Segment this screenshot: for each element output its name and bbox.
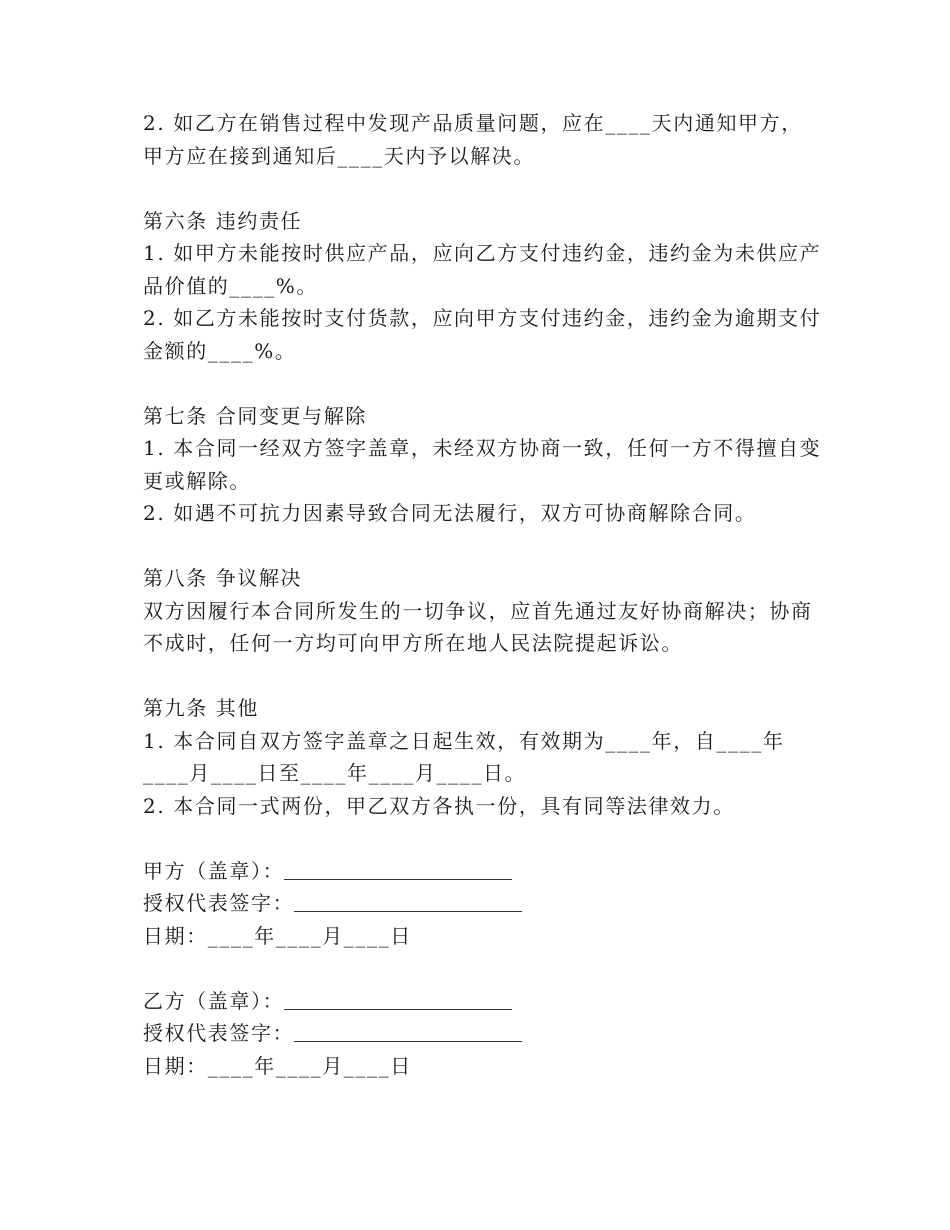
party-a-rep-line[interactable]	[294, 889, 522, 912]
party-a-date-row: 日期：____年____月____日	[143, 923, 412, 948]
article-6-title: 第六条 违约责任	[143, 208, 303, 233]
party-a-signature-block	[143, 855, 823, 953]
party-b-rep-label: 授权代表签字：	[143, 1021, 295, 1045]
article-6-clause-2: 2. 如乙方未能按时支付货款，应向甲方支付违约金，违约金为逾期支付金额的____%。	[143, 306, 822, 363]
spacer	[143, 952, 823, 985]
article-6-clause-1: 1. 如甲方未能按时供应产品，应向乙方支付违约金，违约金为未供应产品价值的____%。	[143, 241, 822, 298]
spacer	[143, 530, 823, 563]
article-8-title: 第八条 争议解决	[143, 566, 303, 590]
party-b-rep-line[interactable]	[294, 1019, 522, 1042]
article-7-title: 第七条 合同变更与解除	[143, 403, 367, 428]
party-b-seal-line[interactable]	[284, 987, 512, 1010]
article-7-clause-2: 2. 如遇不可抗力因素导致合同无法履行，双方可协商解除合同。	[143, 501, 757, 525]
spacer	[143, 367, 823, 400]
clause-quality-notice: 2. 如乙方在销售过程中发现产品质量问题，应在____天内通知甲方，甲方应在接到通知后____天内予以解决。	[143, 111, 803, 168]
party-b-date-row: 日期：____年____月____日	[143, 1053, 412, 1078]
party-b-signature-block	[143, 985, 823, 1083]
party-b-seal-row	[143, 985, 823, 1018]
party-a-seal-label: 甲方（盖章）：	[143, 858, 285, 883]
spacer	[143, 660, 823, 693]
article-9-title: 第九条 其他	[143, 696, 259, 720]
article-9-clause-2: 2. 本合同一式两份，甲乙双方各执一份，具有同等法律效力。	[143, 793, 735, 818]
party-b-rep-row	[143, 1017, 823, 1050]
article-8-clause-1: 双方因履行本合同所发生的一切争议，应首先通过友好协商解决；协商不成时，任何一方均可向甲方所在地人民法院提起诉讼。	[143, 598, 813, 655]
article-9-clause-1: 1. 本合同自双方签字盖章之日起生效，有效期为____年，自____年____月____日至____年____月____日。	[143, 728, 785, 785]
party-a-seal-row	[143, 855, 823, 888]
party-a-seal-line[interactable]	[284, 857, 512, 880]
party-b-seal-label: 乙方（盖章）：	[143, 988, 285, 1013]
article-7-clause-1: 1. 本合同一经双方签字盖章，未经双方协商一致，任何一方不得擅自变更或解除。	[143, 436, 822, 493]
party-a-rep-label: 授权代表签字：	[143, 891, 295, 915]
spacer	[143, 822, 823, 855]
spacer	[143, 172, 823, 205]
party-a-rep-row	[143, 887, 823, 920]
contract-page	[143, 107, 823, 1082]
